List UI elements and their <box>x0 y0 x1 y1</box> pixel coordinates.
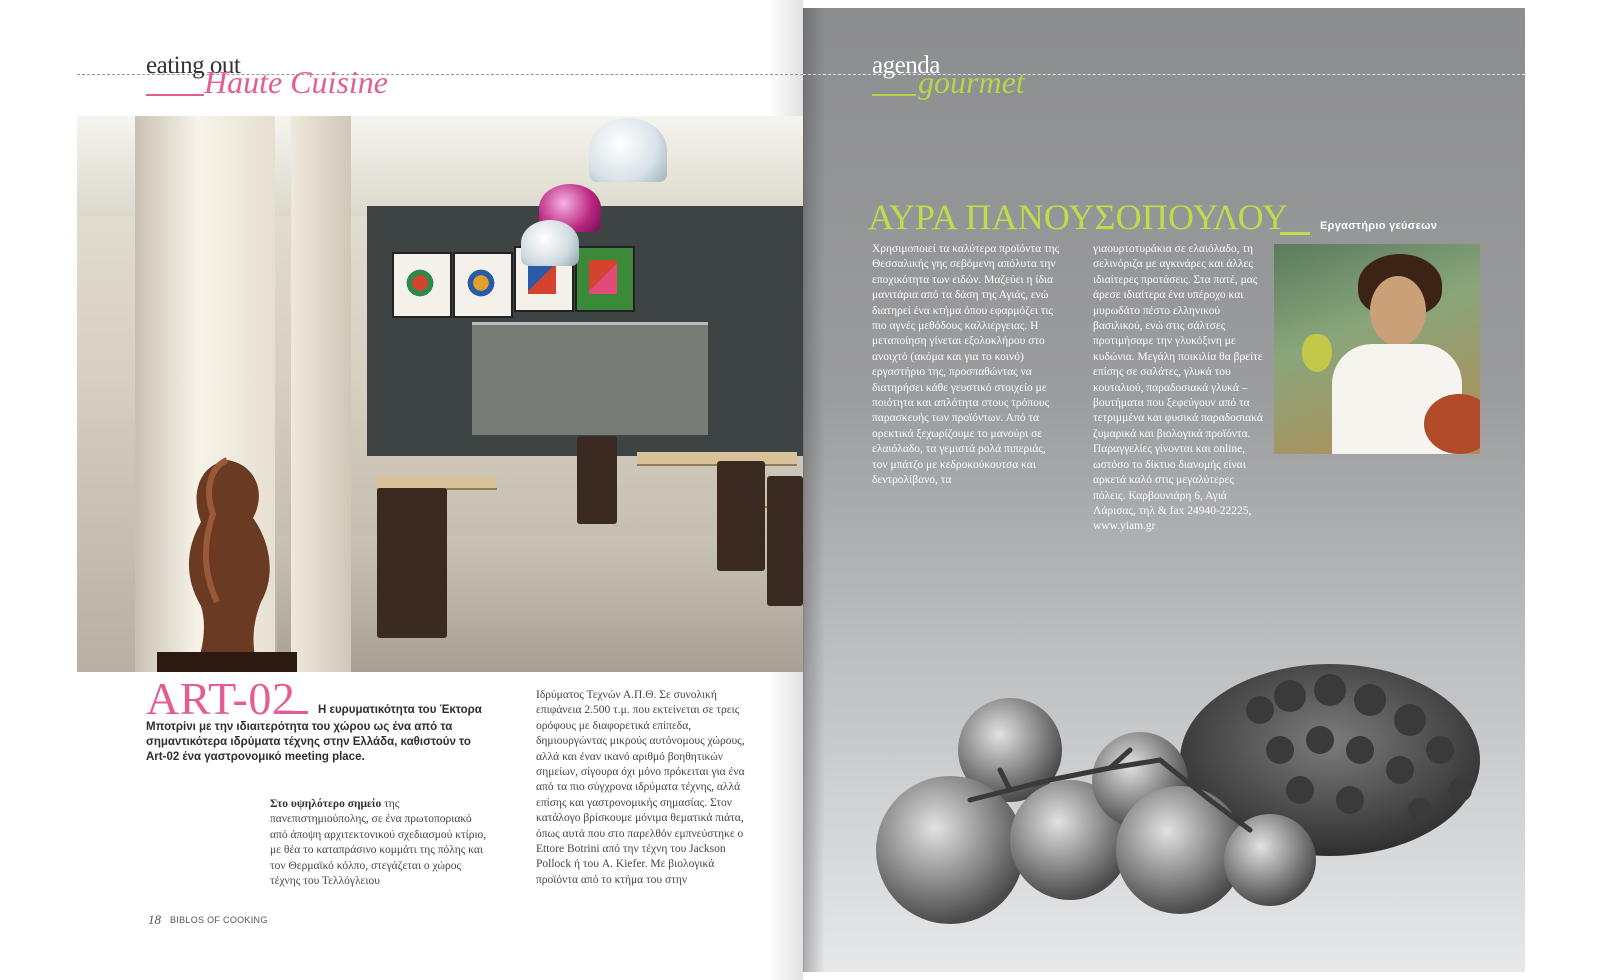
dining-chair <box>377 488 447 638</box>
dining-table <box>377 476 497 488</box>
title-rule <box>286 711 308 714</box>
section-rule <box>146 94 204 96</box>
article-subtitle: Εργαστήριο γεύσεων <box>1320 220 1438 232</box>
sculpture <box>157 456 297 672</box>
magazine-name: BIBLOS OF COOKING <box>170 915 268 925</box>
article-title: ΑΥΡΑ ΠΑΝΟΥΣΟΠΟΥΛΟΥ <box>868 197 1289 237</box>
body-column-2: Ιδρύματος Τεχνών Α.Π.Θ. Σε συνολική επιφάνεια 2.500 τ.μ. που εκτείνεται σε τρεις ορόφους με διαφορετικά επίπεδα, δημιουργώντας μικρούς αυτόνομους χώρους, αλλά και έναν ικανό αριθμό βοηθητικών σημείων, σίγουρα όχι μόνο πρόκειται για ένα από τα πιο σύγχρονα ιδρύματα τέχνης, αλλά επίσης και γαστρονομικής σημασίας. Στον κατάλογο βρίσκουμε μόνιμα θεματικά πιάτα, όπως αυτά που στο παρελθόν εμπνεύστηκε ο Ettore Botrini από την τέχνη του Jackson Pollock ή του A. Kiefer. Με βιολογικά προϊόντα από το κτήμα του στην <box>536 689 745 886</box>
wall-artwork <box>575 246 635 312</box>
gutter-shadow <box>803 8 825 972</box>
photo-pillar <box>291 116 351 672</box>
spine-line <box>803 8 804 972</box>
body-text: της πανεπιστημιούπολης, σε ένα πρωτοποριακό από άποψη αρχιτεκτονικού σχεδιασμού κτίριο, με θέα το καταπράσινο κομμάτι της πόλης και τον Θερμαϊκό κόλπο, στεγάζεται ο χώρος τέχνης του Τελλόγλειου <box>270 798 487 888</box>
section-subtitle: gourmet <box>918 64 1025 100</box>
section-label: agenda <box>872 52 940 79</box>
chef-photo <box>1274 244 1480 454</box>
body-column-1 <box>270 797 490 889</box>
body-column-2: γιαουρτοτυράκια σε ελαιόλαδο, τη σελινόριζα με αγκινάρες και άλλες ιδιαίτερες προτάσεις. Στα πατέ, μας άρεσε ιδιαίτερα ένα υπέροχο και μυρωδάτο πέστο ελληνικού βασιλικού, ενώ στις σάλτσες προτιμήσαμε την γλυκόξινη με κυδώνια. Μεγάλη ποικιλία θα βρείτε επίσης σε σαλάτες, γλυκά του κουταλιού, παραδοσιακά γλυκά –βουτήματα που ξεφεύγουν από τα τετριμμένα και φυσικά παραδοσιακά ζυμαρικά και βιολογικά προϊόντα. Παραγγελίες γίνονται και online, ωστόσο το δίκτυο διανομής είναι αρκετά καλό στις μεγαλύτερες πόλεις. Καρβουνιάρη 6, Αγιά Λάρισας, τηλ & fax 24940-22225, www.yiam.gr <box>1093 243 1263 533</box>
body-column-1: Χρησιμοποιεί τα καλύτερα προϊόντα της Θεσσαλικής γης σεβόμενη απόλυτα την εποχικότητα των ειδών. Μαζεύει η ίδια μανιτάρια από τα δάση της Αγιάς, ενώ διατηρεί ένα κτήμα όπου εφαρμόζει τις πιο αγνές μεθόδους καλλιέργειας. Η μεταποίηση γίνεται εξολοκλήρου στο ανοιχτό (ακόμα και για το κοινό) εργαστήριο της, προσπαθώντας να διατηρήσει κάθε γευστικό στοιχείο με ποιότητα και απλότητα στους τρόπους παρασκευής των προϊόντων. Από τα ορεκτικά ξεχωρίζουμε το μανούρι σε ελαιόλαδο, τα γεμιστά ρολά πιπεριάς, τον μπάτζο με κεδροκούκουτσα και δεντρολίβανο, τα <box>872 243 1060 487</box>
section-rule <box>872 94 916 96</box>
lead-first-line: Η ευρυματικότητα του Έκτορα <box>318 704 482 716</box>
photo-pear <box>1302 334 1332 372</box>
lead-paragraph: Μποτρίνι με την ιδιαιτερότητα του χώρου ως ένα από τα σημαντικότερα ιδρύματα τέχνης στην Ελλάδα, καθιστούν το Art-02 ένα γαστρονομικό meeting place. <box>146 721 471 763</box>
page-number: 18 <box>148 912 161 927</box>
section-subtitle: Haute Cuisine <box>204 64 388 100</box>
dining-chair <box>577 436 617 524</box>
wall-artwork <box>392 252 452 318</box>
article-title: ART-02 <box>146 673 296 724</box>
dining-chair <box>767 476 803 606</box>
photo-counter <box>472 322 708 435</box>
dining-chair <box>717 461 765 571</box>
title-rule <box>1280 232 1310 235</box>
vegetables-photo <box>860 660 1480 950</box>
pendant-lamp <box>589 118 667 182</box>
photo-face <box>1370 276 1426 346</box>
body-lead-words: Στο υψηλότερο σημείο <box>270 798 382 810</box>
pendant-lamp <box>521 220 579 266</box>
section-label: eating out <box>146 52 241 79</box>
wall-artwork <box>453 252 513 318</box>
restaurant-photo <box>77 116 803 672</box>
